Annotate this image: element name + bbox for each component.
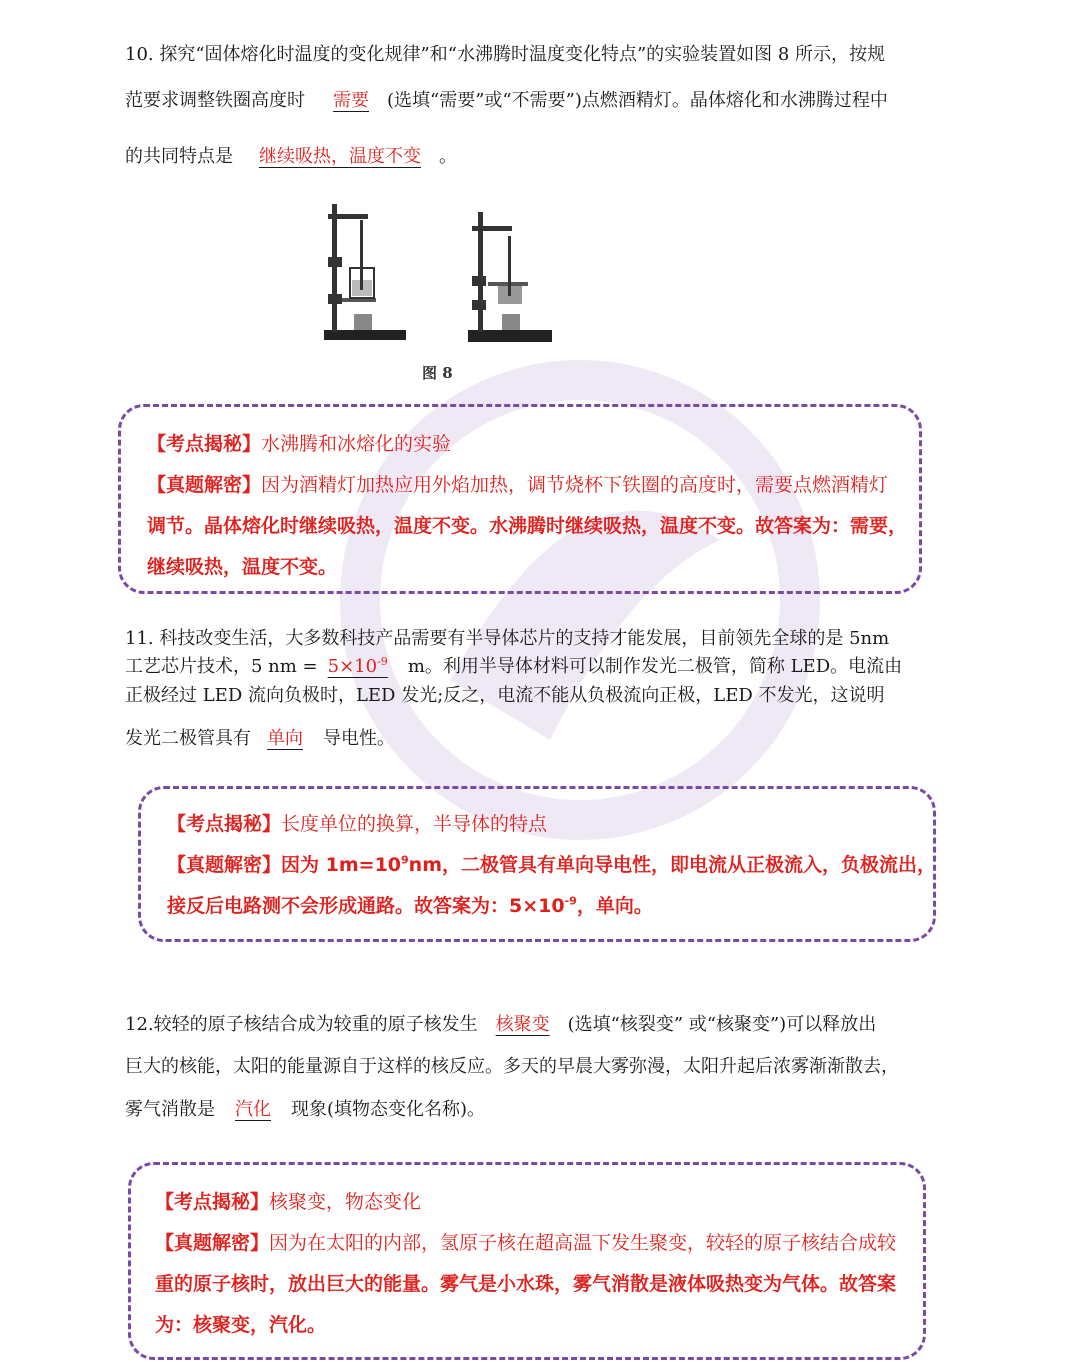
box10-line3: 调节。晶体熔化时继续吸热，温度不变。水沸腾时继续吸热，温度不变。故答案为：需要，	[147, 515, 908, 537]
box10-tag-kaodian: 【考点揭秘】	[147, 433, 262, 455]
q11-line2-text-b: m。利用半导体材料可以制作发光二极管，简称 LED。电流由	[407, 656, 903, 677]
figure-caption: 图 8	[422, 364, 453, 382]
box12-line3: 重的原子核时，放出巨大的能量。雾气是小水珠，雾气消散是液体吸热变为气体。故答案	[155, 1273, 897, 1295]
q11-line4	[125, 724, 395, 750]
q10-line3-text: 的共同特点是	[125, 146, 233, 167]
q12-line1-text-b: (选填“核裂变” 或“核聚变”)可以释放出	[567, 1014, 877, 1035]
box12-line4: 为：核聚变，汽化。	[155, 1314, 327, 1336]
box11-tag-jiemi: 【真题解密】	[167, 854, 282, 876]
box10-line1	[147, 429, 451, 456]
box10-text-2: 因为酒精灯加热应用外焰加热，调节烧杯下铁圈的高度时，需要点燃酒精灯	[261, 474, 889, 496]
q12-line3	[125, 1095, 485, 1121]
q12-line1	[125, 1010, 876, 1036]
box12-text-2: 因为在太阳的内部，氢原子核在超高温下发生聚变，较轻的原子核结合成较	[269, 1232, 897, 1254]
box12-line2	[155, 1228, 896, 1255]
answer-box-11	[138, 786, 936, 942]
q12-line3-text: 雾气消散是	[125, 1099, 215, 1120]
q12-answer-1: 核聚变	[495, 1014, 550, 1035]
q11-answer-2: 单向	[267, 728, 303, 749]
apparatus-illustration	[322, 202, 558, 362]
q12-line1-text: 12.较轻的原子核结合成为较重的原子核发生	[125, 1014, 478, 1035]
q10-answer-2: 继续吸热，温度不变	[259, 146, 421, 167]
box10-line2	[147, 470, 888, 497]
box10-tag-jiemi: 【真题解密】	[147, 474, 262, 496]
q11-line2	[125, 652, 902, 678]
q11-answer-1	[318, 655, 408, 677]
q10-line1: 10. 探究“固体熔化时温度的变化规律”和“水沸腾时温度变化特点”的实验装置如图 8 所示，按规	[125, 44, 886, 65]
q11-line3: 正极经过 LED 流向负极时，LED 发光;反之，电流不能从负极流向正极，LED 不发光，这说明	[125, 685, 885, 706]
box11-text-2b: nm，二极管具有单向导电性，即电流从正极流入，负极流出，	[408, 854, 936, 876]
box11-line3	[167, 891, 653, 918]
box11-line1	[167, 809, 547, 836]
box12-line1	[155, 1187, 421, 1214]
answer-box-12	[128, 1162, 926, 1360]
box10-line4: 继续吸热，温度不变。	[147, 556, 338, 578]
q11-line2-text: 工艺芯片技术，5 nm =	[125, 656, 318, 677]
q12-line3-end: 现象(填物态变化名称)。	[291, 1099, 486, 1120]
q11-answer-1-base: 5×10	[327, 656, 378, 677]
box11-text-2a: 因为 1m=10	[281, 854, 402, 876]
figure-8	[322, 202, 558, 382]
q10-line2-text-b: (选填“需要”或“不需要”)点燃酒精灯。晶体熔化和水沸腾过程中	[387, 90, 888, 111]
box12-tag-jiemi: 【真题解密】	[155, 1232, 270, 1254]
q10-line3	[125, 142, 457, 168]
q12-answer-2: 汽化	[235, 1099, 271, 1120]
box11-line2	[167, 850, 936, 877]
q12-line2: 巨大的核能，太阳的能量源自于这样的核反应。多天的早晨大雾弥漫，太阳升起后浓雾渐渐散去，	[125, 1056, 899, 1077]
q11-line4-text: 发光二极管具有	[125, 728, 251, 749]
q10-answer-1: 需要	[333, 90, 369, 111]
box11-exp-1: 9	[401, 853, 409, 867]
q11-line4-end: 导电性。	[323, 728, 395, 749]
box11-text-3a: 接反后电路测不会形成通路。故答案为：5×10	[167, 895, 565, 917]
box11-tag-kaodian: 【考点揭秘】	[167, 813, 282, 835]
box11-text-3b: ，单向。	[576, 895, 653, 917]
q10-line2	[125, 86, 888, 112]
box12-tag-kaodian: 【考点揭秘】	[155, 1191, 270, 1213]
q10-line3-end: 。	[439, 146, 457, 167]
q11-answer-1-exp: -9	[377, 655, 388, 668]
q11-line1: 11. 科技改变生活，大多数科技产品需要有半导体芯片的支持才能发展，目前领先全球的是 5nm	[125, 628, 890, 649]
box12-topic: 核聚变，物态变化	[269, 1191, 422, 1213]
box10-topic: 水沸腾和冰熔化的实验	[261, 433, 452, 455]
box11-exp-2: -9	[564, 894, 577, 908]
answer-box-10	[118, 404, 922, 594]
box11-topic: 长度单位的换算，半导体的特点	[281, 813, 548, 835]
q10-line2-text: 范要求调整铁圈高度时	[125, 90, 305, 111]
